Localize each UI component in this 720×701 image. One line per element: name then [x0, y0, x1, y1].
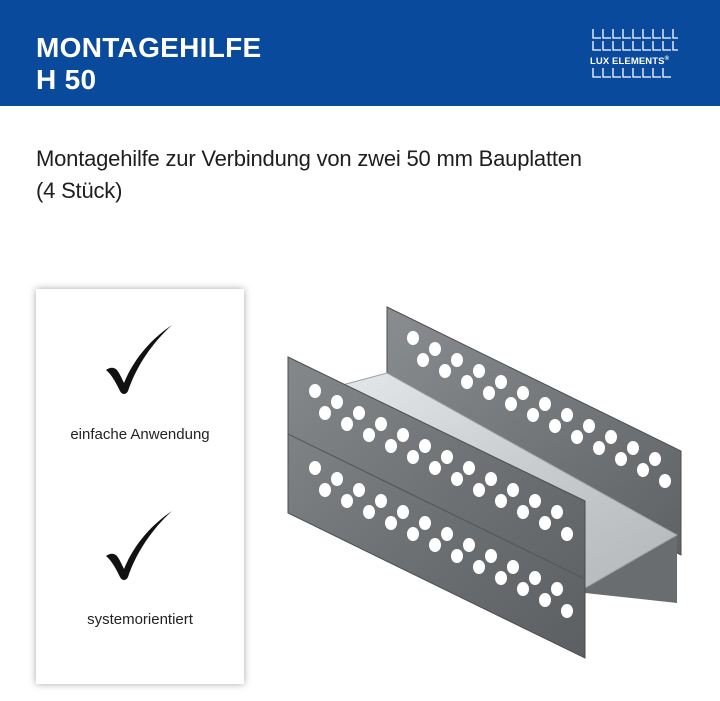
description-line-1: Montagehilfe zur Verbindung von zwei 50 mm Bauplatten: [36, 146, 582, 171]
feature-label: einfache Anwendung: [70, 426, 210, 443]
description-line-2: (4 Stück): [36, 178, 123, 203]
features-card: [36, 289, 244, 684]
title-line-2: H 50: [36, 64, 97, 95]
product-description: [36, 143, 686, 207]
feature-label: systemorientiert: [87, 611, 193, 628]
lux-elements-logo: [590, 27, 686, 83]
logo-text: LUX ELEMENTS: [590, 56, 665, 68]
page-title: [36, 32, 262, 96]
checkmark-icon: [100, 323, 180, 403]
feature-item: [36, 509, 244, 628]
registered-mark: ®: [664, 56, 670, 62]
product-image: [285, 303, 685, 663]
header-banner: [0, 0, 720, 106]
feature-item: [36, 323, 244, 443]
logo-grid-icon: [590, 27, 686, 83]
perforated-metal-profile-icon: [285, 303, 685, 663]
checkmark-icon: [100, 509, 180, 589]
title-line-1: MONTAGEHILFE: [36, 32, 262, 63]
